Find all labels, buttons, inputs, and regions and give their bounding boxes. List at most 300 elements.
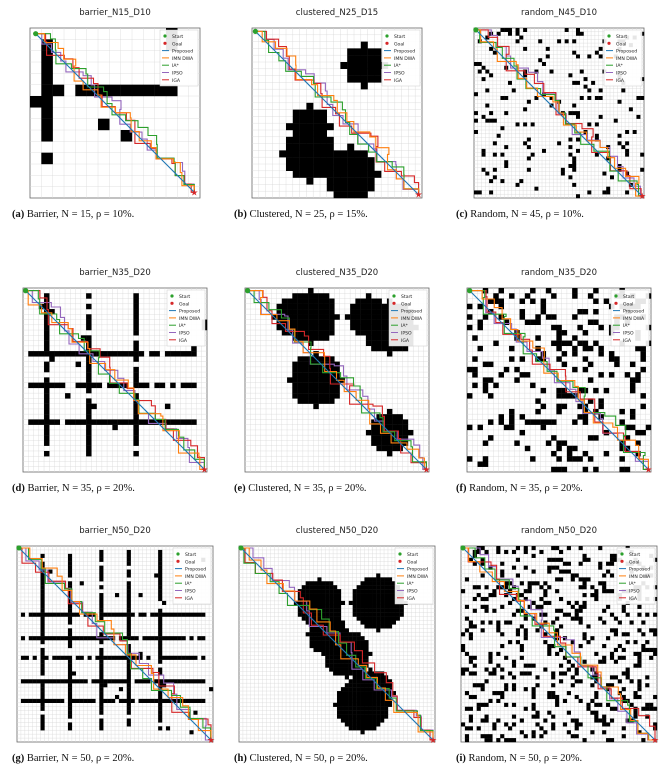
legend-label: IGA <box>616 78 625 84</box>
obstacle-cell <box>72 679 76 683</box>
obstacle-cell <box>469 656 473 660</box>
obstacle-cell <box>586 624 590 628</box>
obstacle-cell <box>361 609 365 613</box>
obstacle-cell <box>355 330 360 335</box>
obstacle-cell <box>353 711 357 715</box>
obstacle-cell <box>353 703 357 707</box>
obstacle-cell <box>467 325 472 330</box>
obstacle-cell <box>559 550 563 554</box>
obstacle-cell <box>76 419 81 424</box>
legend-label: IMN DWA <box>394 56 416 62</box>
obstacle-cell <box>618 141 622 145</box>
obstacle-cell <box>629 107 633 111</box>
obstacle-cell <box>68 691 72 695</box>
obstacle-cell <box>555 589 559 593</box>
obstacle-cell <box>44 330 49 335</box>
obstacle-cell <box>496 620 500 624</box>
obstacle-cell <box>325 636 329 640</box>
obstacle-cell <box>538 58 542 62</box>
obstacle-cell <box>524 628 528 632</box>
obstacle-cell <box>361 304 366 309</box>
obstacle-cell <box>376 628 380 632</box>
obstacle-cell <box>361 722 365 726</box>
obstacle-cell <box>380 620 384 624</box>
obstacle-cell <box>366 430 371 435</box>
obstacle-cell <box>535 722 539 726</box>
obstacle-cell <box>482 77 486 81</box>
obstacle-cell <box>567 451 572 456</box>
obstacle-cell <box>528 581 532 585</box>
obstacle-cell <box>609 351 614 356</box>
obstacle-cell <box>387 419 392 424</box>
obstacle-cell <box>91 419 96 424</box>
obstacle-cell <box>485 585 489 589</box>
obstacle-cell <box>640 168 644 172</box>
obstacle-cell <box>303 299 308 304</box>
obstacle-cell <box>500 695 504 699</box>
obstacle-cell <box>361 620 365 624</box>
obstacle-cell <box>127 691 131 695</box>
obstacle-cell <box>300 144 307 151</box>
obstacle-cell <box>500 644 504 648</box>
legend-label: Proposed <box>407 567 429 573</box>
obstacle-cell <box>488 652 492 656</box>
obstacle-cell <box>496 652 500 656</box>
legend-label: IGA <box>629 596 638 602</box>
obstacle-cell <box>567 456 572 461</box>
obstacle-cell <box>308 383 313 388</box>
obstacle-cell <box>68 640 72 644</box>
obstacle-cell <box>99 703 103 707</box>
obstacle-cell <box>56 699 60 703</box>
obstacle-cell <box>400 605 404 609</box>
obstacle-cell <box>329 589 333 593</box>
obstacle-cell <box>355 309 360 314</box>
obstacle-cell <box>306 589 310 593</box>
obstacle-cell <box>317 628 321 632</box>
obstacle-cell <box>380 617 384 621</box>
obstacle-cell <box>313 130 320 137</box>
obstacle-cell <box>337 664 341 668</box>
legend-label: Start <box>179 295 191 300</box>
obstacle-cell <box>610 613 614 617</box>
obstacle-cell <box>133 367 138 372</box>
obstacle-cell <box>368 703 372 707</box>
obstacle-cell <box>292 362 297 367</box>
obstacle-cell <box>68 660 72 664</box>
obstacle-cell <box>317 605 321 609</box>
obstacle-cell <box>361 687 365 691</box>
obstacle-cell <box>641 644 645 648</box>
obstacle-cell <box>154 699 158 703</box>
obstacle-cell <box>70 351 75 356</box>
obstacle-cell <box>334 191 341 198</box>
obstacle-cell <box>350 314 355 319</box>
obstacle-cell <box>135 656 139 660</box>
obstacle-cell <box>541 388 546 393</box>
obstacle-cell <box>158 648 162 652</box>
obstacle-cell <box>485 104 489 108</box>
obstacle-cell <box>347 150 354 157</box>
legend-label: IMN DWA <box>616 56 638 62</box>
obstacle-cell <box>127 703 131 707</box>
obstacle-cell <box>41 609 45 613</box>
obstacle-cell <box>388 577 392 581</box>
obstacle-cell <box>341 668 345 672</box>
obstacle-cell <box>357 699 361 703</box>
obstacle-cell <box>337 620 341 624</box>
obstacle-cell <box>317 632 321 636</box>
obstacle-cell <box>337 691 341 695</box>
obstacle-cell <box>154 613 158 617</box>
obstacle-cell <box>308 314 313 319</box>
obstacle-cell <box>547 570 551 574</box>
obstacle-cell <box>308 288 313 293</box>
obstacle-cell <box>396 613 400 617</box>
obstacle-cell <box>583 558 587 562</box>
obstacle-cell <box>384 577 388 581</box>
obstacle-cell <box>485 88 489 92</box>
obstacle-cell <box>474 190 478 194</box>
obstacle-cell <box>37 679 41 683</box>
obstacle-cell <box>497 134 501 138</box>
obstacle-cell <box>384 613 388 617</box>
obstacle-cell <box>571 734 575 738</box>
obstacle-cell <box>361 597 365 601</box>
obstacle-cell <box>637 695 641 699</box>
obstacle-cell <box>382 314 387 319</box>
obstacle-cell <box>563 570 567 574</box>
obstacle-cell <box>49 383 54 388</box>
obstacle-cell <box>357 726 361 730</box>
obstacle-cell <box>583 577 587 581</box>
grid-map <box>452 22 666 232</box>
obstacle-cell <box>76 362 81 367</box>
obstacle-cell <box>329 617 333 621</box>
obstacle-cell <box>48 699 52 703</box>
obstacle-cell <box>68 570 72 574</box>
obstacle-cell <box>88 636 92 640</box>
legend-label: Proposed <box>185 567 207 573</box>
obstacle-cell <box>347 55 354 62</box>
obstacle-cell <box>127 675 131 679</box>
obstacle-cell <box>68 715 72 719</box>
obstacle-cell <box>572 288 577 293</box>
obstacle-cell <box>28 419 33 424</box>
obstacle-cell <box>567 613 571 617</box>
obstacle-cell <box>567 562 571 566</box>
obstacle-cell <box>376 624 380 628</box>
obstacle-cell <box>68 726 72 730</box>
obstacle-cell <box>388 589 392 593</box>
obstacle-cell <box>29 679 33 683</box>
obstacle-cell <box>621 145 625 149</box>
obstacle-cell <box>319 377 324 382</box>
obstacle-cell <box>103 683 107 687</box>
obstacle-cell <box>474 130 478 134</box>
obstacle-cell <box>520 299 525 304</box>
obstacle-cell <box>357 715 361 719</box>
obstacle-cell <box>170 613 174 617</box>
obstacle-cell <box>201 656 205 660</box>
obstacle-cell <box>361 593 365 597</box>
obstacle-cell <box>372 593 376 597</box>
obstacle-cell <box>524 566 528 570</box>
obstacle-cell <box>76 383 81 388</box>
obstacle-cell <box>539 585 543 589</box>
obstacle-cell <box>41 695 45 699</box>
obstacle-cell <box>166 656 170 660</box>
obstacle-cell <box>321 644 325 648</box>
obstacle-cell <box>388 605 392 609</box>
obstacle-cell <box>355 299 360 304</box>
obstacle-cell <box>341 671 345 675</box>
obstacle-cell <box>86 409 91 414</box>
obstacle-cell <box>531 122 535 126</box>
caption-label: (h) <box>234 753 247 764</box>
obstacle-cell <box>333 703 337 707</box>
obstacle-cell <box>324 335 329 340</box>
obstacle-cell <box>353 687 357 691</box>
obstacle-cell <box>637 605 641 609</box>
obstacle-cell <box>306 130 313 137</box>
obstacle-cell <box>319 335 324 340</box>
obstacle-cell <box>41 554 45 558</box>
obstacle-cell <box>357 648 361 652</box>
obstacle-cell <box>372 597 376 601</box>
obstacle-cell <box>107 679 111 683</box>
obstacle-cell <box>127 711 131 715</box>
obstacle-cell <box>158 562 162 566</box>
obstacle-cell <box>516 558 520 562</box>
obstacle-cell <box>555 609 559 613</box>
obstacle-cell <box>313 367 318 372</box>
obstacle-cell <box>633 664 637 668</box>
start-marker <box>467 288 472 293</box>
obstacle-cell <box>572 314 577 319</box>
obstacle-cell <box>197 636 201 640</box>
obstacle-cell <box>598 718 602 722</box>
obstacle-cell <box>610 738 614 742</box>
obstacle-cell <box>472 356 477 361</box>
obstacle-cell <box>520 730 524 734</box>
obstacle-cell <box>341 660 345 664</box>
obstacle-cell <box>361 150 368 157</box>
obstacle-cell <box>579 620 583 624</box>
obstacle-cell <box>72 636 76 640</box>
obstacle-cell <box>306 581 310 585</box>
obstacle-cell <box>520 414 525 419</box>
obstacle-cell <box>384 593 388 597</box>
obstacle-cell <box>567 691 571 695</box>
obstacle-cell <box>575 695 579 699</box>
obstacle-cell <box>376 609 380 613</box>
obstacle-cell <box>300 157 307 164</box>
obstacle-cell <box>345 707 349 711</box>
obstacle-cell <box>555 546 559 550</box>
obstacle-cell <box>625 372 630 377</box>
obstacle-cell <box>516 632 520 636</box>
obstacle-cell <box>68 558 72 562</box>
obstacle-cell <box>488 699 492 703</box>
obstacle-cell <box>572 293 577 298</box>
obstacle-cell <box>154 636 158 640</box>
obstacle-cell <box>277 325 282 330</box>
obstacle-cell <box>403 346 408 351</box>
obstacle-cell <box>614 675 618 679</box>
obstacle-cell <box>298 383 303 388</box>
obstacle-cell <box>135 679 139 683</box>
obstacle-cell <box>622 609 626 613</box>
obstacle-cell <box>142 636 146 640</box>
obstacle-cell <box>384 617 388 621</box>
obstacle-cell <box>146 656 150 660</box>
obstacle-cell <box>593 341 598 346</box>
obstacle-cell <box>598 660 602 664</box>
obstacle-cell <box>158 550 162 554</box>
obstacle-cell <box>576 194 580 198</box>
obstacle-cell <box>530 456 535 461</box>
obstacle-cell <box>380 613 384 617</box>
obstacle-cell <box>606 636 610 640</box>
obstacle-cell <box>337 613 341 617</box>
obstacle-cell <box>41 573 45 577</box>
obstacle-cell <box>361 309 366 314</box>
obstacle-cell <box>622 671 626 675</box>
obstacle-cell <box>488 419 493 424</box>
obstacle-cell <box>645 648 649 652</box>
obstacle-cell <box>532 570 536 574</box>
obstacle-cell <box>361 164 368 171</box>
obstacle-cell <box>396 617 400 621</box>
legend-goal-swatch <box>614 302 617 305</box>
obstacle-cell <box>465 726 469 730</box>
legend-label: Proposed <box>394 49 416 55</box>
obstacle-cell <box>488 620 492 624</box>
obstacle-cell <box>556 325 561 330</box>
obstacle-cell <box>372 711 376 715</box>
obstacle-cell <box>598 351 603 356</box>
obstacle-cell <box>593 320 598 325</box>
obstacle-cell <box>293 116 300 123</box>
obstacle-cell <box>182 636 186 640</box>
obstacle-cell <box>614 648 618 652</box>
obstacle-cell <box>583 581 587 585</box>
obstacle-cell <box>353 597 357 601</box>
legend-label: Goal <box>394 42 405 48</box>
obstacle-cell <box>465 691 469 695</box>
obstacle-cell <box>68 675 72 679</box>
obstacle-cell <box>52 679 56 683</box>
obstacle-cell <box>586 558 590 562</box>
obstacle-cell <box>633 695 637 699</box>
obstacle-cell <box>645 707 649 711</box>
obstacle-cell <box>488 734 492 738</box>
obstacle-cell <box>556 356 561 361</box>
obstacle-cell <box>189 730 193 734</box>
obstacle-cell <box>598 617 602 621</box>
obstacle-cell <box>559 609 563 613</box>
obstacle-cell <box>640 356 645 361</box>
obstacle-cell <box>368 62 375 69</box>
start-marker <box>238 545 243 550</box>
obstacle-cell <box>618 100 622 104</box>
obstacle-cell <box>622 726 626 730</box>
obstacle-cell <box>154 573 158 577</box>
obstacle-cell <box>91 679 95 683</box>
obstacle-cell <box>86 320 91 325</box>
obstacle-cell <box>567 341 572 346</box>
obstacle-cell <box>337 597 341 601</box>
caption-label: (b) <box>234 209 247 220</box>
obstacle-cell <box>368 699 372 703</box>
obstacle-cell <box>353 632 357 636</box>
obstacle-cell <box>133 430 138 435</box>
obstacle-cell <box>306 150 313 157</box>
obstacle-cell <box>347 171 354 178</box>
obstacle-cell <box>41 585 45 589</box>
obstacle-cell <box>306 585 310 589</box>
obstacle-cell <box>293 144 300 151</box>
obstacle-cell <box>372 577 376 581</box>
obstacle-cell <box>41 85 53 97</box>
obstacle-cell <box>33 636 37 640</box>
obstacle-cell <box>361 330 366 335</box>
obstacle-cell <box>583 467 588 472</box>
obstacle-cell <box>543 640 547 644</box>
obstacle-cell <box>41 636 45 640</box>
obstacle-cell <box>376 617 380 621</box>
obstacle-cell <box>546 47 550 51</box>
obstacle-cell <box>364 648 368 652</box>
obstacle-cell <box>361 730 365 734</box>
obstacle-cell <box>543 601 547 605</box>
obstacle-cell <box>158 554 162 558</box>
obstacle-cell <box>610 707 614 711</box>
obstacle-cell <box>364 707 368 711</box>
obstacle-cell <box>68 613 72 617</box>
obstacle-cell <box>556 341 561 346</box>
obstacle-cell <box>119 699 123 703</box>
obstacle-cell <box>388 699 392 703</box>
obstacle-cell <box>158 624 162 628</box>
obstacle-cell <box>127 609 131 613</box>
obstacle-cell <box>86 440 91 445</box>
obstacle-cell <box>320 123 327 130</box>
obstacle-cell <box>329 581 333 585</box>
obstacle-cell <box>44 419 49 424</box>
obstacle-cell <box>357 683 361 687</box>
obstacle-cell <box>178 699 182 703</box>
obstacle-cell <box>127 554 131 558</box>
obstacle-cell <box>525 372 530 377</box>
obstacle-cell <box>41 648 45 652</box>
obstacle-cell <box>376 581 380 585</box>
legend-label: IA* <box>185 582 192 588</box>
obstacle-cell <box>333 656 337 660</box>
obstacle-cell <box>128 419 133 424</box>
obstacle-cell <box>572 168 576 172</box>
legend-label: Goal <box>185 560 196 566</box>
obstacle-cell <box>547 691 551 695</box>
obstacle-cell <box>127 613 131 617</box>
obstacle-cell <box>298 293 303 298</box>
obstacle-cell <box>472 335 477 340</box>
obstacle-cell <box>519 179 523 183</box>
obstacle-cell <box>292 314 297 319</box>
obstacle-cell <box>551 558 555 562</box>
obstacle-cell <box>641 632 645 636</box>
